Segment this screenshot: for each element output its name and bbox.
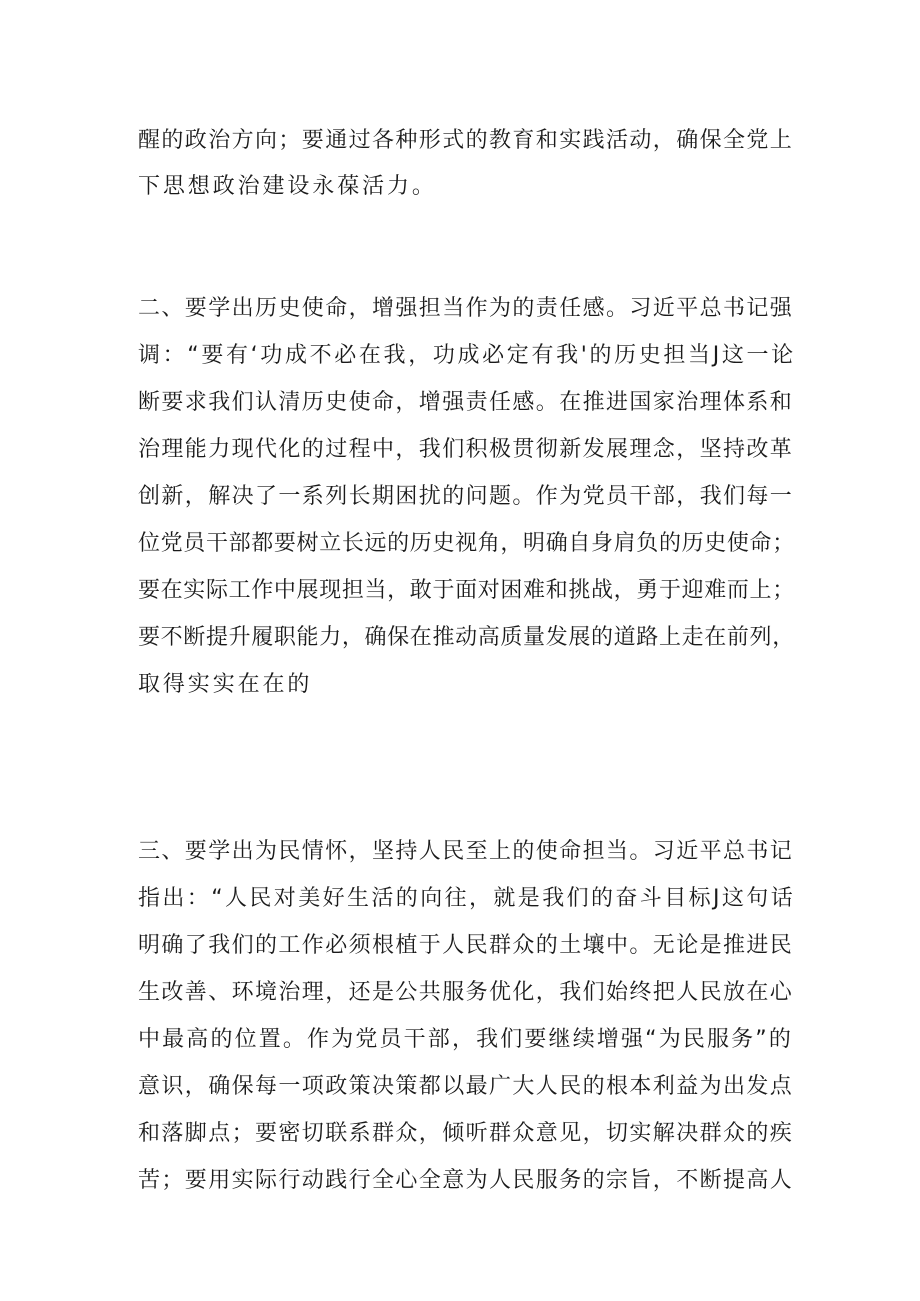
paragraph-3-line-6: 意识，确保每一项政策决策都以最广大人民的根本利益为出发点: [138, 1074, 794, 1099]
paragraph-3-line-1: 三、要学出为民情怀，坚持人民至上的使命担当。习近平总书记: [138, 839, 794, 864]
paragraph-2-line-3: 断要求我们认清历史使命，增强责任感。在推进国家治理体系和: [138, 390, 794, 415]
paragraph-2-line-8: 要不断提升履职能力，确保在推动高质量发展的道路上走在前列，: [138, 625, 795, 650]
paragraph-3-line-4: 生改善、环境治理，还是公共服务优化，我们始终把人民放在心: [138, 980, 794, 1005]
paragraph-2-line-6: 位党员干部都要树立长远的历史视角，明确自身肩负的历史使命；: [138, 531, 795, 556]
paragraph-3-line-5: 中最高的位置。作为党员干部，我们要继续增强“为民服务”的: [138, 1027, 793, 1052]
paragraph-2-line-1: 二、要学出历史使命，增强担当作为的责任感。习近平总书记强: [138, 296, 794, 321]
paragraph-3-line-7: 和落脚点；要密切联系群众，倾听群众意见，切实解决群众的疾: [138, 1121, 794, 1146]
paragraph-2-line-7: 要在实际工作中展现担当，敢于面对困难和挑战，勇于迎难而上；: [138, 578, 795, 603]
paragraph-3-line-2: 指出：“人民对美好生活的向往，就是我们的奋斗目标J这句话: [138, 886, 796, 911]
paragraph-2-line-4: 治理能力现代化的过程中，我们积极贯彻新发展理念，坚持改革: [138, 437, 794, 462]
paragraph-3-line-3: 明确了我们的工作必须根植于人民群众的土壤中。无论是推进民: [138, 933, 794, 958]
paragraph-2-line-2: 调：“要有‘功成不必在我，功成必定有我'的历史担当J这一论: [138, 343, 796, 368]
paragraph-1-line-2: 下思想政治建设永葆活力。: [138, 174, 437, 199]
paragraph-2-line-5: 创新，解决了一系列长期困扰的问题。作为党员干部，我们每一: [138, 484, 794, 509]
paragraph-2-line-9: 取得实实在在的: [138, 672, 313, 697]
paragraph-3-line-8: 苦；要用实际行动践行全心全意为人民服务的宗旨，不断提高人: [138, 1168, 794, 1193]
paragraph-1-line-1: 醒的政治方向；要通过各种形式的教育和实践活动，确保全党上: [138, 128, 794, 153]
